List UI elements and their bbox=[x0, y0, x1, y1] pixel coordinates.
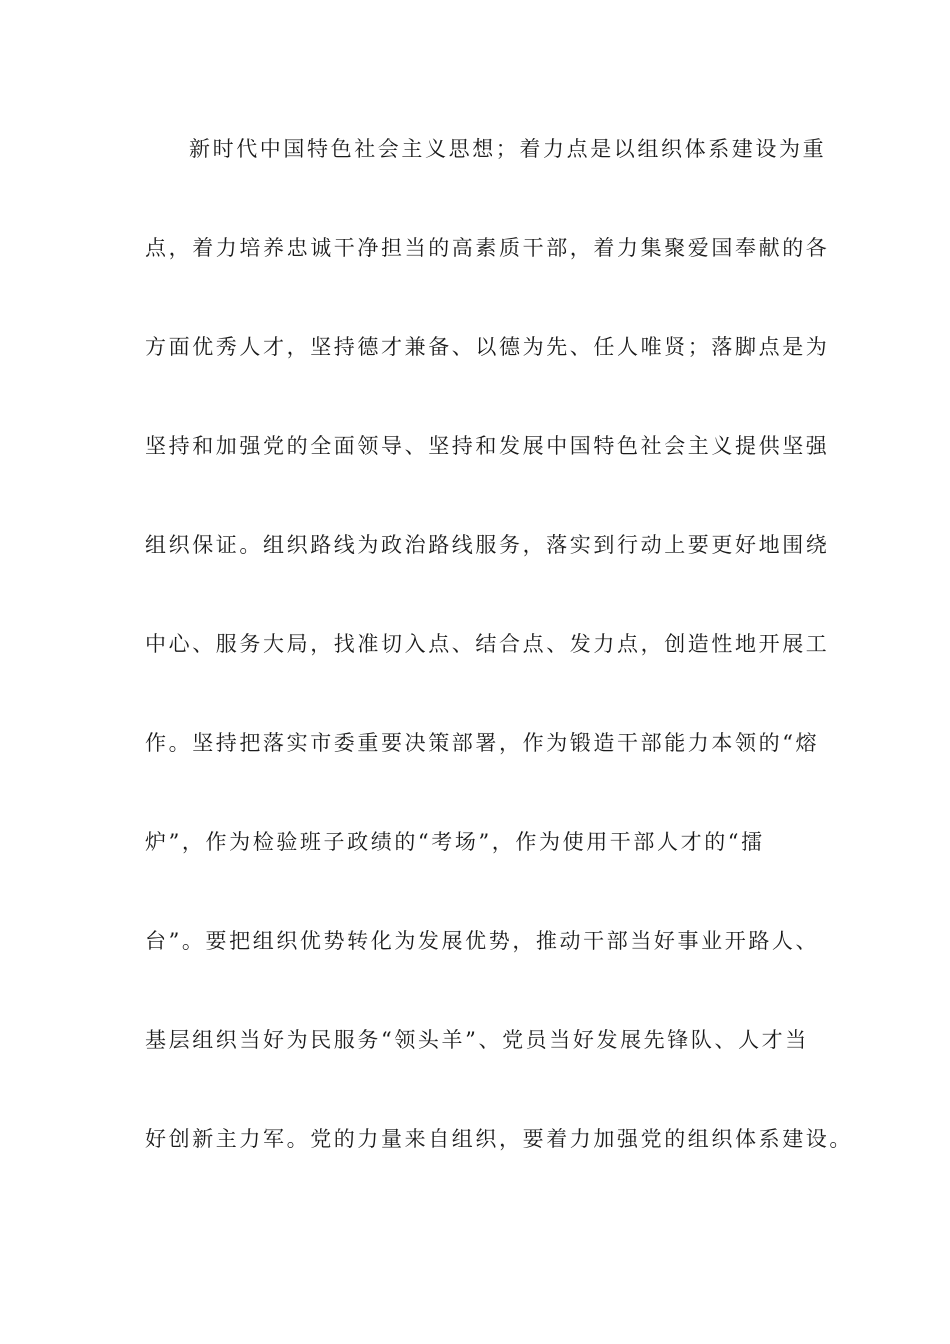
paragraph-line: 点，着力培养忠诚干净担当的高素质干部，着力集聚爱国奉献的各 bbox=[145, 236, 830, 260]
paragraph-line: 作。坚持把落实市委重要决策部署，作为锻造干部能力本领的“熔 bbox=[145, 731, 820, 755]
paragraph-line: 台”。要把组织优势转化为发展优势，推动干部当好事业开路人、 bbox=[145, 929, 820, 953]
paragraph-line: 坚持和加强党的全面领导、坚持和发展中国特色社会主义提供坚强 bbox=[145, 434, 830, 458]
paragraph-line: 方面优秀人才，坚持德才兼备、以德为先、任人唯贤；落脚点是为 bbox=[145, 335, 830, 359]
paragraph-line: 好创新主力军。党的力量来自组织，要着力加强党的组织体系建设。 bbox=[145, 1127, 853, 1151]
body-paragraph bbox=[145, 129, 853, 1218]
paragraph-line: 基层组织当好为民服务“领头羊”、党员当好发展先锋队、人才当 bbox=[145, 1028, 809, 1052]
paragraph-line: 中心、服务大局，找准切入点、结合点、发力点，创造性地开展工 bbox=[145, 632, 830, 656]
paragraph-line: 组织保证。组织路线为政治路线服务，落实到行动上要更好地围绕 bbox=[145, 533, 830, 557]
paragraph-line: 炉”，作为检验班子政绩的“考场”，作为使用干部人才的“擂 bbox=[145, 830, 765, 854]
paragraph-line: 新时代中国特色社会主义思想；着力点是以组织体系建设为重 bbox=[189, 137, 827, 161]
